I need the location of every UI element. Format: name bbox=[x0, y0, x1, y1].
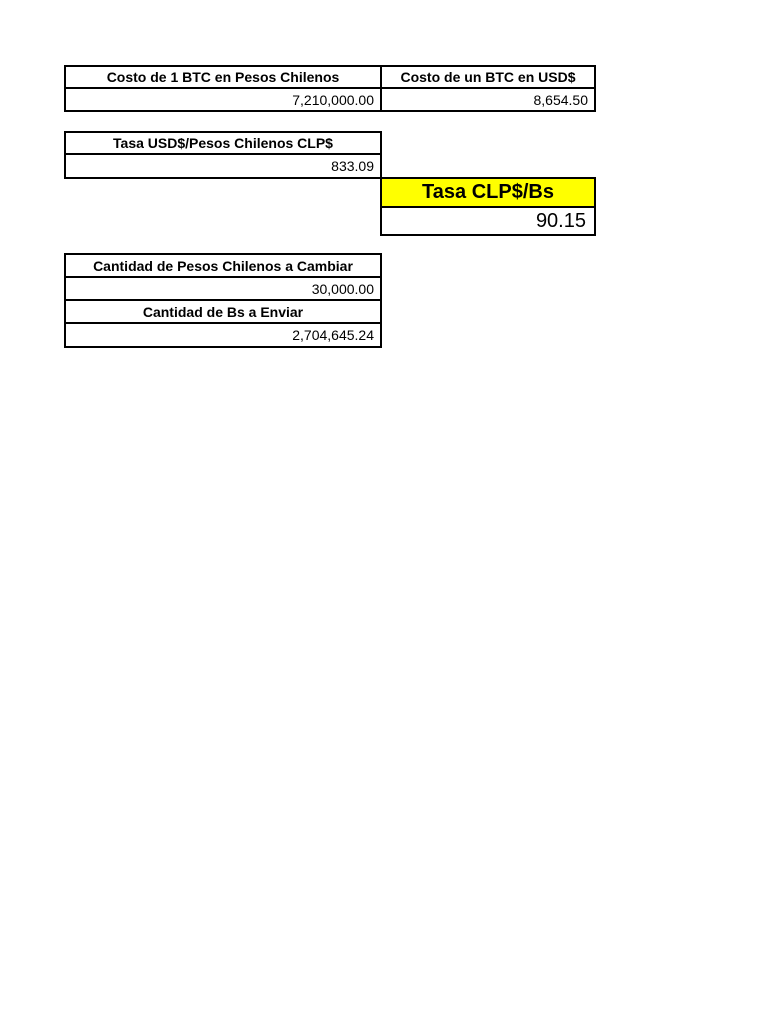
btc-usd-cost-header: Costo de un BTC en USD$ bbox=[380, 65, 596, 89]
clp-bs-rate-header: Tasa CLP$/Bs bbox=[380, 177, 596, 208]
clp-bs-rate-value[interactable]: 90.15 bbox=[380, 206, 596, 236]
usd-clp-rate-value[interactable]: 833.09 bbox=[64, 153, 382, 179]
bs-amount-value[interactable]: 2,704,645.24 bbox=[64, 322, 382, 348]
btc-clp-cost-value[interactable]: 7,210,000.00 bbox=[64, 87, 382, 112]
btc-usd-cost-value[interactable]: 8,654.50 bbox=[380, 87, 596, 112]
btc-clp-cost-header: Costo de 1 BTC en Pesos Chilenos bbox=[64, 65, 382, 89]
clp-amount-header: Cantidad de Pesos Chilenos a Cambiar bbox=[64, 253, 382, 278]
bs-amount-header: Cantidad de Bs a Enviar bbox=[64, 299, 382, 324]
clp-amount-value[interactable]: 30,000.00 bbox=[64, 276, 382, 301]
usd-clp-rate-header: Tasa USD$/Pesos Chilenos CLP$ bbox=[64, 131, 382, 155]
